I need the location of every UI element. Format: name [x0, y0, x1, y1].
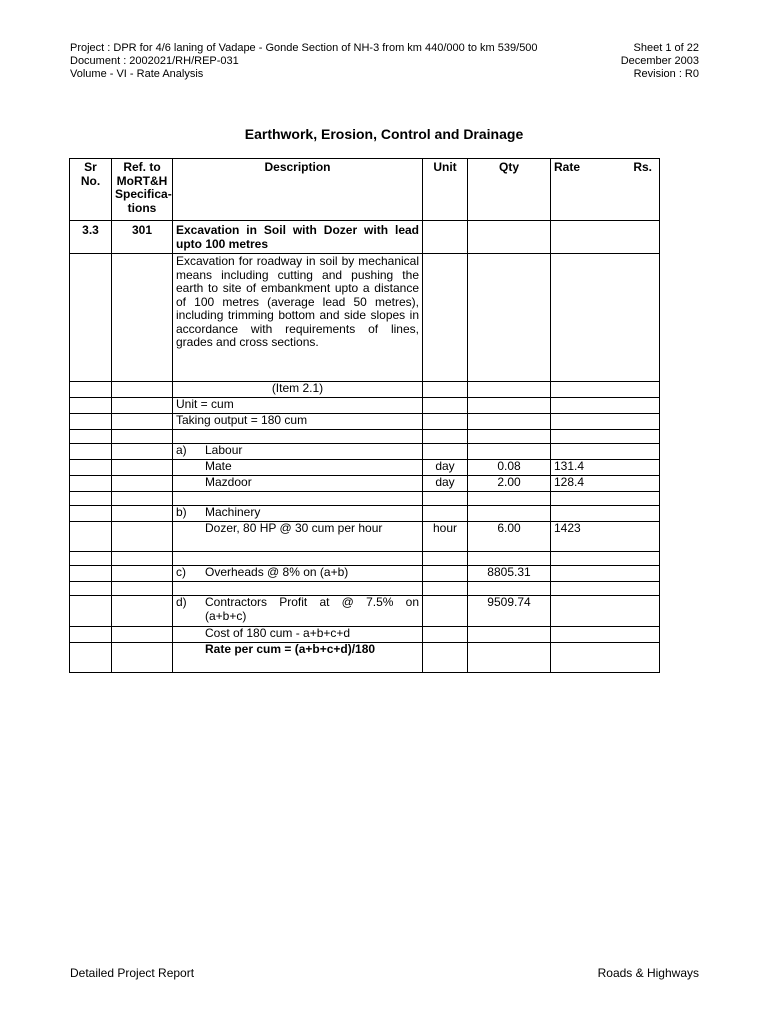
overheads-marker: c): [176, 565, 186, 579]
document-date: December 2003: [620, 55, 699, 67]
table-row: [70, 382, 660, 398]
machinery-desc: Dozer, 80 HP @ 30 cum per hour: [173, 522, 423, 552]
labour-marker: a): [176, 443, 187, 457]
labour-desc: Mate: [173, 460, 423, 476]
rate-analysis-table: [69, 158, 660, 673]
project-line: Project : DPR for 4/6 laning of Vadape - Gonde Section of NH-3 from km 440/000 to km 539/500: [70, 42, 538, 54]
machinery-rate: 1423: [551, 522, 660, 552]
spacer-row: [70, 552, 660, 566]
labour-label: Labour: [205, 443, 243, 457]
table-row: [70, 522, 660, 552]
table-row: [70, 414, 660, 430]
item-description-row: [70, 254, 660, 382]
overheads-desc: Overheads @ 8% on (a+b): [205, 565, 349, 579]
cost-line: Cost of 180 cum - a+b+c+d: [173, 627, 423, 643]
table-row: [70, 627, 660, 643]
profit-value: 9509.74: [468, 596, 551, 627]
item-description: Excavation for roadway in soil by mechanical means including cutting and pushing the earth to site of embankment upto a distance of 100 metres (average lead 50 metres), including trimming bottom and side slopes in accordance with requirements of lines, grades and cross sections.: [173, 254, 423, 382]
machinery-marker: b): [176, 505, 187, 519]
machinery-unit: hour: [423, 522, 468, 552]
spacer-row: [70, 582, 660, 596]
table-row: [70, 506, 660, 522]
item-sr-no: 3.3: [70, 221, 112, 254]
header-unit: Unit: [423, 159, 468, 221]
page-footer: [70, 966, 699, 980]
header-rate-label: Rate: [554, 160, 581, 174]
labour-qty: 2.00: [468, 476, 551, 492]
machinery-label: Machinery: [205, 505, 261, 519]
item-ref: 301: [112, 221, 173, 254]
labour-rate: 128.4: [551, 476, 660, 492]
footer-left: Detailed Project Report: [70, 966, 195, 980]
spacer-row: [70, 430, 660, 444]
sheet-number: Sheet 1 of 22: [633, 42, 699, 54]
profit-marker: d): [176, 595, 187, 609]
page-title: Earthwork, Erosion, Control and Drainage: [244, 126, 524, 142]
output-line: Taking output = 180 cum: [173, 414, 423, 430]
overheads-value: 8805.31: [468, 566, 551, 582]
labour-desc: Mazdoor: [173, 476, 423, 492]
labour-unit: day: [423, 476, 468, 492]
table-row: [70, 460, 660, 476]
table-row: [70, 643, 660, 673]
profit-desc: Contractors Profit at @ 7.5% on (a+b+c): [205, 595, 419, 623]
revision-line: Revision : R0: [633, 68, 699, 80]
rate-per-cum-line: Rate per cum = (a+b+c+d)/180: [173, 643, 423, 673]
header-rate: [551, 159, 660, 221]
header-sr-no: Sr No.: [70, 159, 112, 221]
header-description: Description: [173, 159, 423, 221]
document-number: Document : 2002021/RH/REP-031: [70, 55, 239, 67]
table-row: [70, 596, 660, 627]
header-ref: Ref. to MoRT&H Specifica-tions: [112, 159, 173, 221]
machinery-qty: 6.00: [468, 522, 551, 552]
table-row: [70, 566, 660, 582]
table-row: [70, 476, 660, 492]
item-heading: Excavation in Soil with Dozer with lead upto 100 metres: [173, 221, 423, 254]
item-reference: (Item 2.1): [173, 382, 423, 398]
volume-line: Volume - VI - Rate Analysis: [70, 68, 204, 80]
labour-rate: 131.4: [551, 460, 660, 476]
labour-unit: day: [423, 460, 468, 476]
table-row: [70, 444, 660, 460]
labour-qty: 0.08: [468, 460, 551, 476]
item-heading-row: [70, 221, 660, 254]
page-header: [70, 42, 699, 81]
header-qty: Qty: [468, 159, 551, 221]
unit-line: Unit = cum: [173, 398, 423, 414]
table-row: [70, 398, 660, 414]
footer-right: Roads & Highways: [597, 966, 699, 980]
header-rate-unit: Rs.: [633, 160, 652, 174]
spacer-row: [70, 492, 660, 506]
table-header-row: [70, 159, 660, 221]
